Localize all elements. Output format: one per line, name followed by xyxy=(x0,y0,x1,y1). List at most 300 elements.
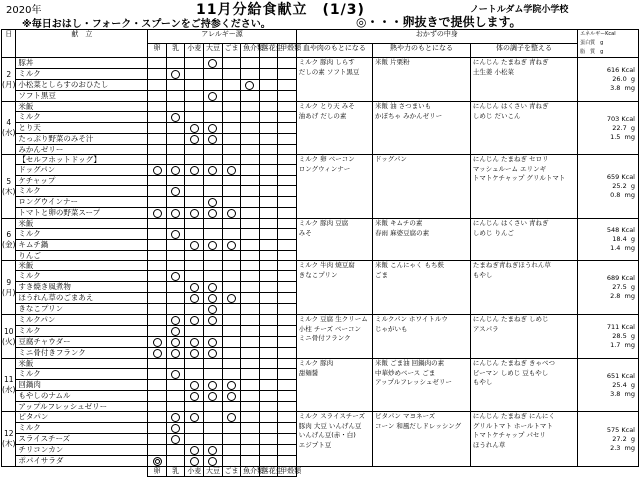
allergen-cell xyxy=(166,348,185,359)
allergen-cell xyxy=(166,369,185,380)
allergen-cell xyxy=(185,186,204,197)
allergen-cell xyxy=(259,91,278,102)
ingredients-green: たまねぎ青ねぎほうれん草 もやし xyxy=(470,261,577,315)
allergen-cell xyxy=(148,176,167,186)
allergen-cell xyxy=(203,123,222,134)
allergen-cell xyxy=(259,434,278,445)
dish-name: ミルク xyxy=(16,69,148,80)
nutrition-column-header: エネルギーKcal 蛋白質 g 脂 質 g xyxy=(578,30,639,58)
allergen-cell xyxy=(203,326,222,337)
allergen-cell xyxy=(148,112,167,123)
allergen-cell xyxy=(241,112,260,123)
dish-name: ケチャップ xyxy=(16,176,148,186)
dish-name: ミルク xyxy=(16,271,148,282)
allergen-cell xyxy=(259,271,278,282)
allergen-mark-icon xyxy=(208,349,217,358)
allergen-cell xyxy=(148,155,167,165)
allergen-cell xyxy=(203,197,222,208)
allergen-cell xyxy=(259,293,278,304)
allergen-cell xyxy=(241,369,260,380)
allergen-cell xyxy=(278,112,297,123)
allergen-mark-icon xyxy=(171,230,180,239)
allergen-cell xyxy=(222,197,241,208)
allergen-cell xyxy=(222,91,241,102)
allergen-mark-icon xyxy=(245,81,254,90)
allergen-mark-icon xyxy=(227,166,236,175)
allergen-cell xyxy=(148,123,167,134)
allergen-mark-icon xyxy=(171,113,180,122)
dish-row xyxy=(2,359,639,369)
allergen-cell xyxy=(222,261,241,271)
allergen-cell xyxy=(148,348,167,359)
allergen-cell xyxy=(148,261,167,271)
allergen-cell xyxy=(259,208,278,219)
allergen-cell xyxy=(278,240,297,251)
ingredients-yellow: 米飯 キムチの素 春雨 麻婆豆腐の素 xyxy=(373,219,471,261)
dish-name: ミルク xyxy=(16,326,148,337)
allergen-cell xyxy=(166,112,185,123)
allergen-footer: 大豆 xyxy=(203,467,222,477)
allergen-cell xyxy=(148,423,167,434)
allergen-cell xyxy=(222,240,241,251)
allergen-cell xyxy=(166,359,185,369)
allergen-mark-icon xyxy=(153,349,162,358)
allergen-cell xyxy=(241,293,260,304)
allergen-cell xyxy=(222,293,241,304)
allergen-mark-icon xyxy=(153,338,162,347)
allergen-header: ごま xyxy=(222,44,241,58)
allergen-cell xyxy=(259,155,278,165)
allergen-cell xyxy=(166,251,185,261)
allergen-mark-icon xyxy=(190,241,199,250)
dish-name: ミルクパン xyxy=(16,315,148,326)
allergen-mark-icon xyxy=(171,327,180,336)
ingredients-yellow: ミルクパン ホワイトルウ じゃがいも xyxy=(373,315,471,359)
nutrition-cell: 651 Kcal 25.4 g 3.8 mg xyxy=(578,359,639,412)
allergen-cell xyxy=(203,219,222,229)
dish-name: きなこプリン xyxy=(16,304,148,315)
okazu-group-header: おかずの中身 xyxy=(296,30,577,44)
allergen-cell xyxy=(278,359,297,369)
allergen-cell xyxy=(148,369,167,380)
allergen-cell xyxy=(166,197,185,208)
allergen-cell xyxy=(166,208,185,219)
utensil-note: ※毎日おはし・フォーク・スプーンをご持参ください。 xyxy=(22,19,271,30)
allergen-cell xyxy=(259,102,278,112)
allergen-cell xyxy=(148,282,167,293)
allergen-cell xyxy=(185,145,204,155)
allergen-cell xyxy=(241,445,260,456)
allergen-cell xyxy=(148,326,167,337)
allergen-cell xyxy=(222,402,241,412)
allergen-cell xyxy=(222,186,241,197)
allergen-cell xyxy=(278,58,297,69)
allergen-cell xyxy=(222,337,241,348)
dish-row xyxy=(2,155,639,165)
allergen-cell xyxy=(203,412,222,423)
ingredients-green: にんじん たまねぎ しめじ アスパラ xyxy=(470,315,577,359)
nutrition-cell: 575 Kcal 27.2 g 2.3 mg xyxy=(578,412,639,467)
allergen-cell xyxy=(259,58,278,69)
allergen-mark-icon xyxy=(227,241,236,250)
allergen-cell xyxy=(241,219,260,229)
allergen-cell xyxy=(166,282,185,293)
allergen-cell xyxy=(278,251,297,261)
allergen-cell xyxy=(203,208,222,219)
allergen-cell xyxy=(259,445,278,456)
allergen-cell xyxy=(259,186,278,197)
allergen-cell xyxy=(278,380,297,391)
allergen-cell xyxy=(222,155,241,165)
allergen-header: 甲殻類 xyxy=(278,44,297,58)
allergen-cell xyxy=(222,58,241,69)
ingredients-yellow: ピタパン マヨネーズ コーン 和風だしドレッシング xyxy=(373,412,471,467)
allergen-cell xyxy=(185,412,204,423)
allergen-cell xyxy=(185,112,204,123)
allergen-cell xyxy=(241,271,260,282)
allergen-cell xyxy=(166,155,185,165)
allergen-cell xyxy=(185,208,204,219)
allergen-footer: 乳 xyxy=(166,467,185,477)
allergen-footer: 落花生 xyxy=(259,467,278,477)
allergen-cell xyxy=(222,359,241,369)
allergen-cell xyxy=(259,315,278,326)
allergen-cell xyxy=(185,176,204,186)
page-title: 11月分給食献立 (1/3) xyxy=(196,2,365,18)
allergen-mark-icon xyxy=(153,166,162,175)
allergen-cell xyxy=(259,123,278,134)
school-name: ノートルダム学院小学校 xyxy=(470,5,569,15)
dish-name: ピタパン xyxy=(16,412,148,423)
dish-name: 豚丼 xyxy=(16,58,148,69)
allergen-cell xyxy=(278,369,297,380)
allergen-cell xyxy=(166,134,185,145)
ingredients-red: ミルク 卵 ベーコン ロングウィンナー xyxy=(296,155,372,219)
allergen-mark-icon xyxy=(208,283,217,292)
allergen-mark-icon xyxy=(227,209,236,218)
allergen-cell xyxy=(241,380,260,391)
allergen-cell xyxy=(222,456,241,467)
allergen-cell xyxy=(185,240,204,251)
allergen-cell xyxy=(278,391,297,402)
allergen-cell xyxy=(148,219,167,229)
allergen-cell xyxy=(148,197,167,208)
allergen-mark-icon xyxy=(227,413,236,422)
dish-name: ミルク xyxy=(16,423,148,434)
allergen-cell xyxy=(241,165,260,176)
allergen-cell xyxy=(203,134,222,145)
day-column-header: 日 xyxy=(2,30,16,58)
allergen-cell xyxy=(203,434,222,445)
allergen-cell xyxy=(259,112,278,123)
dish-name: チリコンカン xyxy=(16,445,148,456)
allergen-header: 乳 xyxy=(166,44,185,58)
allergen-cell xyxy=(222,80,241,91)
allergen-cell xyxy=(166,412,185,423)
allergen-footer: 魚介類 xyxy=(241,467,260,477)
allergen-cell xyxy=(241,176,260,186)
allergen-cell xyxy=(278,402,297,412)
allergen-mark-icon xyxy=(208,124,217,133)
allergen-header: 大豆 xyxy=(203,44,222,58)
allergen-cell xyxy=(203,304,222,315)
allergen-cell xyxy=(185,69,204,80)
allergen-cell xyxy=(222,176,241,186)
allergen-cell xyxy=(166,145,185,155)
allergen-cell xyxy=(148,412,167,423)
ingredients-red: ミルク スライスチーズ 豚肉 大豆 いんげん豆 いんげん豆(赤・白) エジプト豆 xyxy=(296,412,372,467)
allergen-mark-icon xyxy=(190,381,199,390)
allergen-cell xyxy=(203,176,222,186)
dish-name: ポパイサラダ xyxy=(16,456,148,467)
red-column-header: 血や肉のもとになる xyxy=(296,44,372,58)
day-cell: 12 (木) xyxy=(2,412,16,467)
allergen-cell xyxy=(259,134,278,145)
day-cell: 9 (月) xyxy=(2,261,16,315)
allergen-mark-icon xyxy=(171,272,180,281)
allergen-cell xyxy=(185,58,204,69)
allergen-mark-icon xyxy=(153,209,162,218)
ingredients-green: にんじん たまねぎ にんにく グリルトマト ホールトマト トマトケチャップ パセリ ほうれん草 xyxy=(470,412,577,467)
allergen-cell xyxy=(203,423,222,434)
dish-name: ミルク xyxy=(16,229,148,240)
dish-name: 【セルフホットドッグ】 xyxy=(16,155,148,165)
allergen-cell xyxy=(203,58,222,69)
allergen-header: 魚介類 xyxy=(241,44,260,58)
allergen-cell xyxy=(203,293,222,304)
allergen-cell xyxy=(166,165,185,176)
menu-body xyxy=(2,58,639,467)
allergen-cell xyxy=(222,315,241,326)
allergen-cell xyxy=(148,251,167,261)
allergen-cell xyxy=(278,197,297,208)
header-row-1 xyxy=(2,30,639,44)
nutrition-cell: 659 Kcal 25.2 g 0.8 mg xyxy=(578,155,639,219)
allergen-header: 卵 xyxy=(148,44,167,58)
allergen-cell xyxy=(241,69,260,80)
allergen-cell xyxy=(222,271,241,282)
allergen-mark-icon xyxy=(171,209,180,218)
allergen-cell xyxy=(203,155,222,165)
allergen-cell xyxy=(203,271,222,282)
allergen-cell xyxy=(278,293,297,304)
allergy-group-header: アレルギー源 xyxy=(148,30,296,44)
allergen-cell xyxy=(203,251,222,261)
allergen-cell xyxy=(166,102,185,112)
allergen-cell xyxy=(222,445,241,456)
allergen-cell xyxy=(166,326,185,337)
allergen-cell xyxy=(278,123,297,134)
allergen-cell xyxy=(166,123,185,134)
allergen-cell xyxy=(185,197,204,208)
allergen-cell xyxy=(222,412,241,423)
allergen-cell xyxy=(166,69,185,80)
allergen-cell xyxy=(148,456,167,467)
ingredients-red: ミルク 豚肉 甜麺醤 xyxy=(296,359,372,412)
allergen-cell xyxy=(203,456,222,467)
allergen-cell xyxy=(222,423,241,434)
allergen-mark-icon xyxy=(208,392,217,401)
allergen-cell xyxy=(203,69,222,80)
allergen-cell xyxy=(185,219,204,229)
allergen-cell xyxy=(259,380,278,391)
dish-name: りんご xyxy=(16,251,148,261)
dish-name: ミルク xyxy=(16,369,148,380)
allergen-cell xyxy=(185,315,204,326)
allergen-cell xyxy=(185,445,204,456)
allergen-cell xyxy=(185,282,204,293)
dish-name: ミルク xyxy=(16,186,148,197)
allergen-header: 小麦 xyxy=(185,44,204,58)
allergen-cell xyxy=(203,91,222,102)
allergen-cell xyxy=(185,155,204,165)
allergen-mark-icon xyxy=(171,435,180,444)
allergen-cell xyxy=(148,402,167,412)
allergen-cell xyxy=(241,91,260,102)
allergen-mark-icon xyxy=(190,166,199,175)
allergen-mark-icon xyxy=(208,166,217,175)
allergen-cell xyxy=(203,315,222,326)
day-cell: 11 (水) xyxy=(2,359,16,412)
allergen-mark-icon xyxy=(171,187,180,196)
allergen-cell xyxy=(203,445,222,456)
dish-name: ほうれん草のごまあえ xyxy=(16,293,148,304)
allergen-cell xyxy=(185,369,204,380)
allergen-cell xyxy=(203,240,222,251)
allergen-cell xyxy=(222,229,241,240)
allergen-cell xyxy=(259,412,278,423)
dish-name: ソフト黒豆 xyxy=(16,91,148,102)
allergen-cell xyxy=(241,326,260,337)
allergen-cell xyxy=(259,369,278,380)
allergen-cell xyxy=(203,112,222,123)
allergen-cell xyxy=(148,58,167,69)
dish-name: 小松菜としらすのおひたし xyxy=(16,80,148,91)
allergen-cell xyxy=(259,359,278,369)
allergen-cell xyxy=(148,69,167,80)
allergen-cell xyxy=(241,304,260,315)
allergen-cell xyxy=(241,282,260,293)
dish-row xyxy=(2,58,639,69)
ingredients-red: ミルク 牛肉 焼豆腐 きなこプリン xyxy=(296,261,372,315)
allergen-cell xyxy=(203,261,222,271)
ingredients-yellow: 米飯 片栗粉 xyxy=(373,58,471,102)
ingredients-yellow: 米飯 こんにゃく もち麩 ごま xyxy=(373,261,471,315)
allergen-mark-icon xyxy=(227,392,236,401)
allergen-cell xyxy=(148,391,167,402)
allergen-cell xyxy=(222,348,241,359)
allergen-cell xyxy=(222,123,241,134)
allergen-cell xyxy=(278,282,297,293)
allergen-cell xyxy=(148,229,167,240)
ingredients-yellow: 米飯 ごま油 回鍋肉の素 中華炒めベース ごま アップルフレッシュゼリー xyxy=(373,359,471,412)
allergen-cell xyxy=(148,186,167,197)
allergen-cell xyxy=(148,359,167,369)
allergen-cell xyxy=(185,423,204,434)
dish-name: 豆腐チャウダー xyxy=(16,337,148,348)
allergen-cell xyxy=(185,123,204,134)
allergen-cell xyxy=(241,337,260,348)
allergen-cell xyxy=(166,261,185,271)
allergen-cell xyxy=(241,348,260,359)
allergen-cell xyxy=(166,186,185,197)
ingredients-red: ミルク 豚肉 しらす だしの素 ソフト黒豆 xyxy=(296,58,372,102)
dish-name: 米飯 xyxy=(16,261,148,271)
allergen-cell xyxy=(203,359,222,369)
dish-name: アップルフレッシュゼリー xyxy=(16,402,148,412)
dish-name: 米飯 xyxy=(16,219,148,229)
allergen-cell xyxy=(185,326,204,337)
ingredients-red: ミルク 豚肉 豆腐 みそ xyxy=(296,219,372,261)
allergen-cell xyxy=(259,282,278,293)
allergen-cell xyxy=(185,391,204,402)
allergen-cell xyxy=(185,434,204,445)
allergen-cell xyxy=(259,304,278,315)
allergen-cell xyxy=(278,208,297,219)
allergen-cell xyxy=(278,445,297,456)
allergen-cell xyxy=(222,369,241,380)
allergen-cell xyxy=(203,102,222,112)
allergen-cell xyxy=(203,145,222,155)
allergen-cell xyxy=(278,134,297,145)
allergen-cell xyxy=(241,456,260,467)
allergen-mark-icon xyxy=(190,349,199,358)
allergen-mark-icon xyxy=(190,283,199,292)
dish-name: トマトと卵の野菜スープ xyxy=(16,208,148,219)
nutrition-cell: 711 Kcal 28.5 g 1.7 mg xyxy=(578,315,639,359)
allergen-mark-icon xyxy=(171,413,180,422)
allergen-cell xyxy=(166,380,185,391)
allergen-cell xyxy=(148,208,167,219)
allergen-cell xyxy=(222,134,241,145)
green-column-header: 体の調子を整える xyxy=(470,44,577,58)
day-cell: 10 (火) xyxy=(2,315,16,359)
allergen-mark-icon xyxy=(190,392,199,401)
allergen-cell xyxy=(278,186,297,197)
allergen-cell xyxy=(166,337,185,348)
allergen-cell xyxy=(278,304,297,315)
allergen-mark-icon xyxy=(208,446,217,455)
dish-name: 米飯 xyxy=(16,359,148,369)
allergen-cell xyxy=(241,240,260,251)
dish-name: 米飯 xyxy=(16,102,148,112)
dish-name: すき焼き風煮物 xyxy=(16,282,148,293)
allergen-cell xyxy=(241,186,260,197)
nutrition-cell: 703 Kcal 22.7 g 1.5 mg xyxy=(578,102,639,155)
allergen-cell xyxy=(148,102,167,112)
allergen-cell xyxy=(222,112,241,123)
yellow-column-header: 熱や力のもとになる xyxy=(373,44,471,58)
ingredients-red: ミルク 豆腐 生クリーム 小柱 チーズ ベーコン ミニ骨付フランク xyxy=(296,315,372,359)
allergen-cell xyxy=(166,240,185,251)
allergen-cell xyxy=(166,315,185,326)
allergen-mark-icon xyxy=(171,349,180,358)
allergen-cell xyxy=(278,91,297,102)
allergen-mark-icon xyxy=(208,305,217,314)
allergen-cell xyxy=(222,380,241,391)
allergen-mark-icon xyxy=(190,135,199,144)
dish-name: みかんゼリー xyxy=(16,145,148,155)
allergen-cell xyxy=(259,251,278,261)
allergen-cell xyxy=(166,91,185,102)
day-cell: 6 (金) xyxy=(2,219,16,261)
allergen-cell xyxy=(278,80,297,91)
allergen-cell xyxy=(222,69,241,80)
menu-table xyxy=(1,29,639,477)
allergen-footer: 甲殻類 xyxy=(278,467,297,477)
allergen-cell xyxy=(148,240,167,251)
ingredients-yellow: ドッグパン xyxy=(373,155,471,219)
